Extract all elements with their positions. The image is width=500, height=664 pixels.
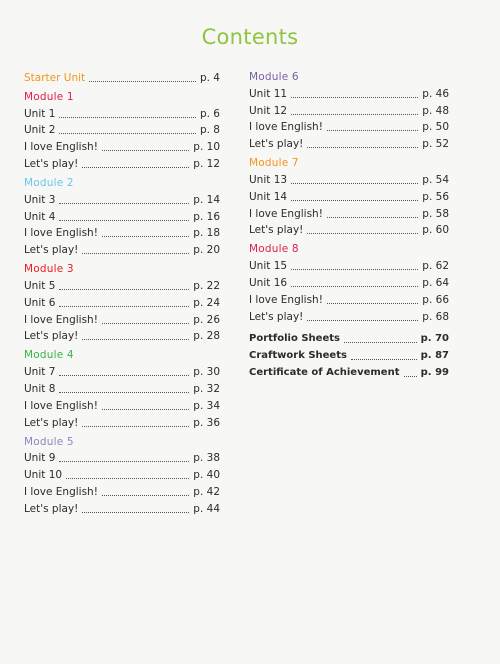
toc-entry[interactable] [24,294,220,311]
toc-entry[interactable] [24,466,220,483]
module-heading: Module 3 [24,263,74,276]
dot-leader [66,478,189,479]
toc-entry-page: p. 87 [420,350,449,362]
toc-entry-label: Let's play! [24,157,79,170]
toc-entry[interactable] [249,274,449,291]
dot-leader [291,114,418,115]
toc-entry-page: p. 4 [199,71,220,84]
dot-leader [351,359,417,360]
toc-entry[interactable] [24,191,220,208]
dot-leader [102,495,189,496]
toc-entry[interactable] [24,450,220,467]
toc-entry-page: p. 12 [193,157,220,170]
toc-entry-page: p. 64 [422,276,449,289]
dot-leader [102,323,189,324]
toc-entry-label: Unit 5 [24,279,56,292]
toc-entry[interactable] [249,308,449,325]
toc-entry-label: Unit 9 [24,452,56,465]
toc-entry[interactable] [24,414,220,431]
toc-entry-page: p. 18 [193,227,220,240]
toc-entry-label: Unit 14 [249,190,288,203]
toc-entry[interactable] [24,483,220,500]
dot-leader [291,200,418,201]
dot-leader [82,167,189,168]
dot-leader [327,217,418,218]
toc-entry-label: Unit 7 [24,366,56,379]
dot-leader [291,183,418,184]
module-heading: Module 8 [249,243,299,256]
toc-entry-label: Unit 1 [24,107,56,120]
dot-leader [82,253,189,254]
toc-entry[interactable] [24,277,220,294]
module-section [24,261,220,344]
toc-entry-label: I love English! [249,121,323,134]
toc-entry[interactable] [24,500,220,517]
module-heading: Module 1 [24,90,74,103]
dot-leader [59,220,189,221]
toc-entry-page: p. 40 [193,469,220,482]
toc-entry[interactable] [24,208,220,225]
toc-entry-label: Unit 10 [24,469,63,482]
toc-entry[interactable] [24,105,220,122]
dot-leader [82,339,189,340]
toc-entry[interactable] [24,380,220,397]
toc-entry[interactable] [249,188,449,205]
toc-entry-page: p. 34 [193,399,220,412]
toc-entry-label: I love English! [24,399,98,412]
module-section [24,347,220,430]
dot-leader [59,203,189,204]
toc-entry-page: p. 58 [422,207,449,220]
toc-entry-page: p. 16 [193,210,220,223]
dot-leader [102,236,189,237]
dot-leader [307,320,418,321]
toc-entry-page: p. 62 [422,260,449,273]
toc-entry-page: p. 24 [193,296,220,309]
dot-leader [307,233,418,234]
dot-leader [59,461,189,462]
module-heading: Module 4 [24,349,74,362]
module-section [24,175,220,258]
toc-entry-page: p. 8 [199,124,220,137]
toc-entry-label: Let's play! [24,330,79,343]
dot-leader [291,286,418,287]
toc-entry-page: p. 52 [422,138,449,151]
toc-entry-label: Craftwork Sheets [249,350,347,362]
dot-leader [89,81,196,82]
toc-entry[interactable] [249,222,449,239]
module-section [249,155,449,238]
toc-entry[interactable] [249,85,449,102]
toc-entry-label: Unit 11 [249,87,288,100]
toc-entry-starter-unit[interactable] [24,69,220,86]
dot-leader [59,133,196,134]
dot-leader [59,306,189,307]
toc-entry-label: Unit 2 [24,124,56,137]
toc-entry[interactable] [24,328,220,345]
toc-entry-label: I love English! [24,227,98,240]
toc-entry-label: Starter Unit [24,71,86,84]
toc-entry-label: I love English! [24,141,98,154]
module-heading: Module 7 [249,157,299,170]
dot-leader [59,392,189,393]
dot-leader [82,426,189,427]
module-heading: Module 6 [249,71,299,83]
toc-entry-label: I love English! [24,313,98,326]
toc-entry[interactable] [24,155,220,172]
appendix-entry[interactable] [249,331,449,348]
toc-entry-page: p. 60 [422,224,449,237]
dot-leader [59,375,189,376]
toc-entry[interactable] [24,225,220,242]
toc-entry-page: p. 28 [193,330,220,343]
toc-entry[interactable] [249,291,449,308]
toc-entry-page: p. 44 [193,502,220,515]
toc-entry-label: Unit 6 [24,296,56,309]
toc-entry-page: p. 30 [193,366,220,379]
module-section [24,434,220,517]
toc-entry-label: Unit 13 [249,173,288,186]
toc-entry-page: p. 22 [193,279,220,292]
toc-entry-label: Portfolio Sheets [249,333,340,345]
toc-entry-page: p. 68 [422,310,449,323]
toc-entry-label: Unit 12 [249,104,288,117]
toc-entry[interactable] [249,257,449,274]
toc-entry-label: Unit 3 [24,193,56,206]
toc-entry[interactable] [249,135,449,152]
module-heading: Module 5 [24,435,74,448]
toc-entry-page: p. 54 [422,173,449,186]
left-module-list [24,89,220,517]
dot-leader [327,303,418,304]
toc-entry-page: p. 14 [193,193,220,206]
toc-entry-page: p. 20 [193,244,220,257]
toc-entry[interactable] [249,171,449,188]
toc-entry-label: Let's play! [249,224,304,237]
toc-entry-label: Let's play! [249,138,304,151]
toc-entry-page: p. 70 [420,333,449,345]
toc-entry-page: p. 6 [199,107,220,120]
toc-entry-page: p. 50 [422,121,449,134]
toc-entry-label: Let's play! [24,502,79,515]
toc-entry-page: p. 36 [193,416,220,429]
toc-entry-page: p. 10 [193,141,220,154]
toc-entry[interactable] [249,119,449,136]
contents-left-column [24,69,220,520]
toc-entry[interactable] [249,205,449,222]
contents-right-column [249,69,449,381]
toc-entry-label: Unit 16 [249,276,288,289]
toc-entry[interactable] [24,311,220,328]
toc-entry-page: p. 38 [193,452,220,465]
toc-entry-page: p. 66 [422,293,449,306]
toc-entry-label: Certificate of Achievement [249,366,400,378]
dot-leader [291,269,418,270]
toc-entry-label: Unit 4 [24,210,56,223]
toc-entry[interactable] [24,363,220,380]
appendix-entry[interactable] [249,347,449,364]
toc-entry-label: Let's play! [24,244,79,257]
appendix-list [249,331,449,381]
dot-leader [307,147,418,148]
toc-entry[interactable] [24,397,220,414]
toc-entry[interactable] [24,122,220,139]
toc-entry-label: Let's play! [24,416,79,429]
toc-entry-page: p. 26 [193,313,220,326]
module-heading: Module 2 [24,176,74,189]
toc-entry[interactable] [24,138,220,155]
dot-leader [102,150,189,151]
appendix-entry[interactable] [249,364,449,381]
dot-leader [327,130,418,131]
dot-leader [344,342,417,343]
toc-entry-label: Unit 8 [24,382,56,395]
dot-leader [59,289,189,290]
dot-leader [82,512,189,513]
dot-leader [291,97,418,98]
dot-leader [102,409,189,410]
module-section [249,241,449,324]
toc-entry-label: I love English! [249,207,323,220]
toc-entry-page: p. 32 [193,382,220,395]
toc-entry-label: I love English! [249,293,323,306]
dot-leader [404,376,417,377]
dot-leader [59,117,196,118]
toc-entry-label: Let's play! [249,310,304,323]
toc-entry[interactable] [249,102,449,119]
toc-entry-label: I love English! [24,485,98,498]
toc-entry-page: p. 42 [193,485,220,498]
page-title: Contents [201,25,299,49]
toc-entry-label: Unit 15 [249,260,288,273]
module-section [24,89,220,172]
toc-entry-page: p. 46 [422,87,449,100]
module-section [249,69,449,152]
toc-entry-page: p. 56 [422,190,449,203]
toc-entry[interactable] [24,241,220,258]
toc-entry-page: p. 99 [420,366,449,378]
toc-entry-page: p. 48 [422,104,449,117]
right-module-list [249,69,449,325]
